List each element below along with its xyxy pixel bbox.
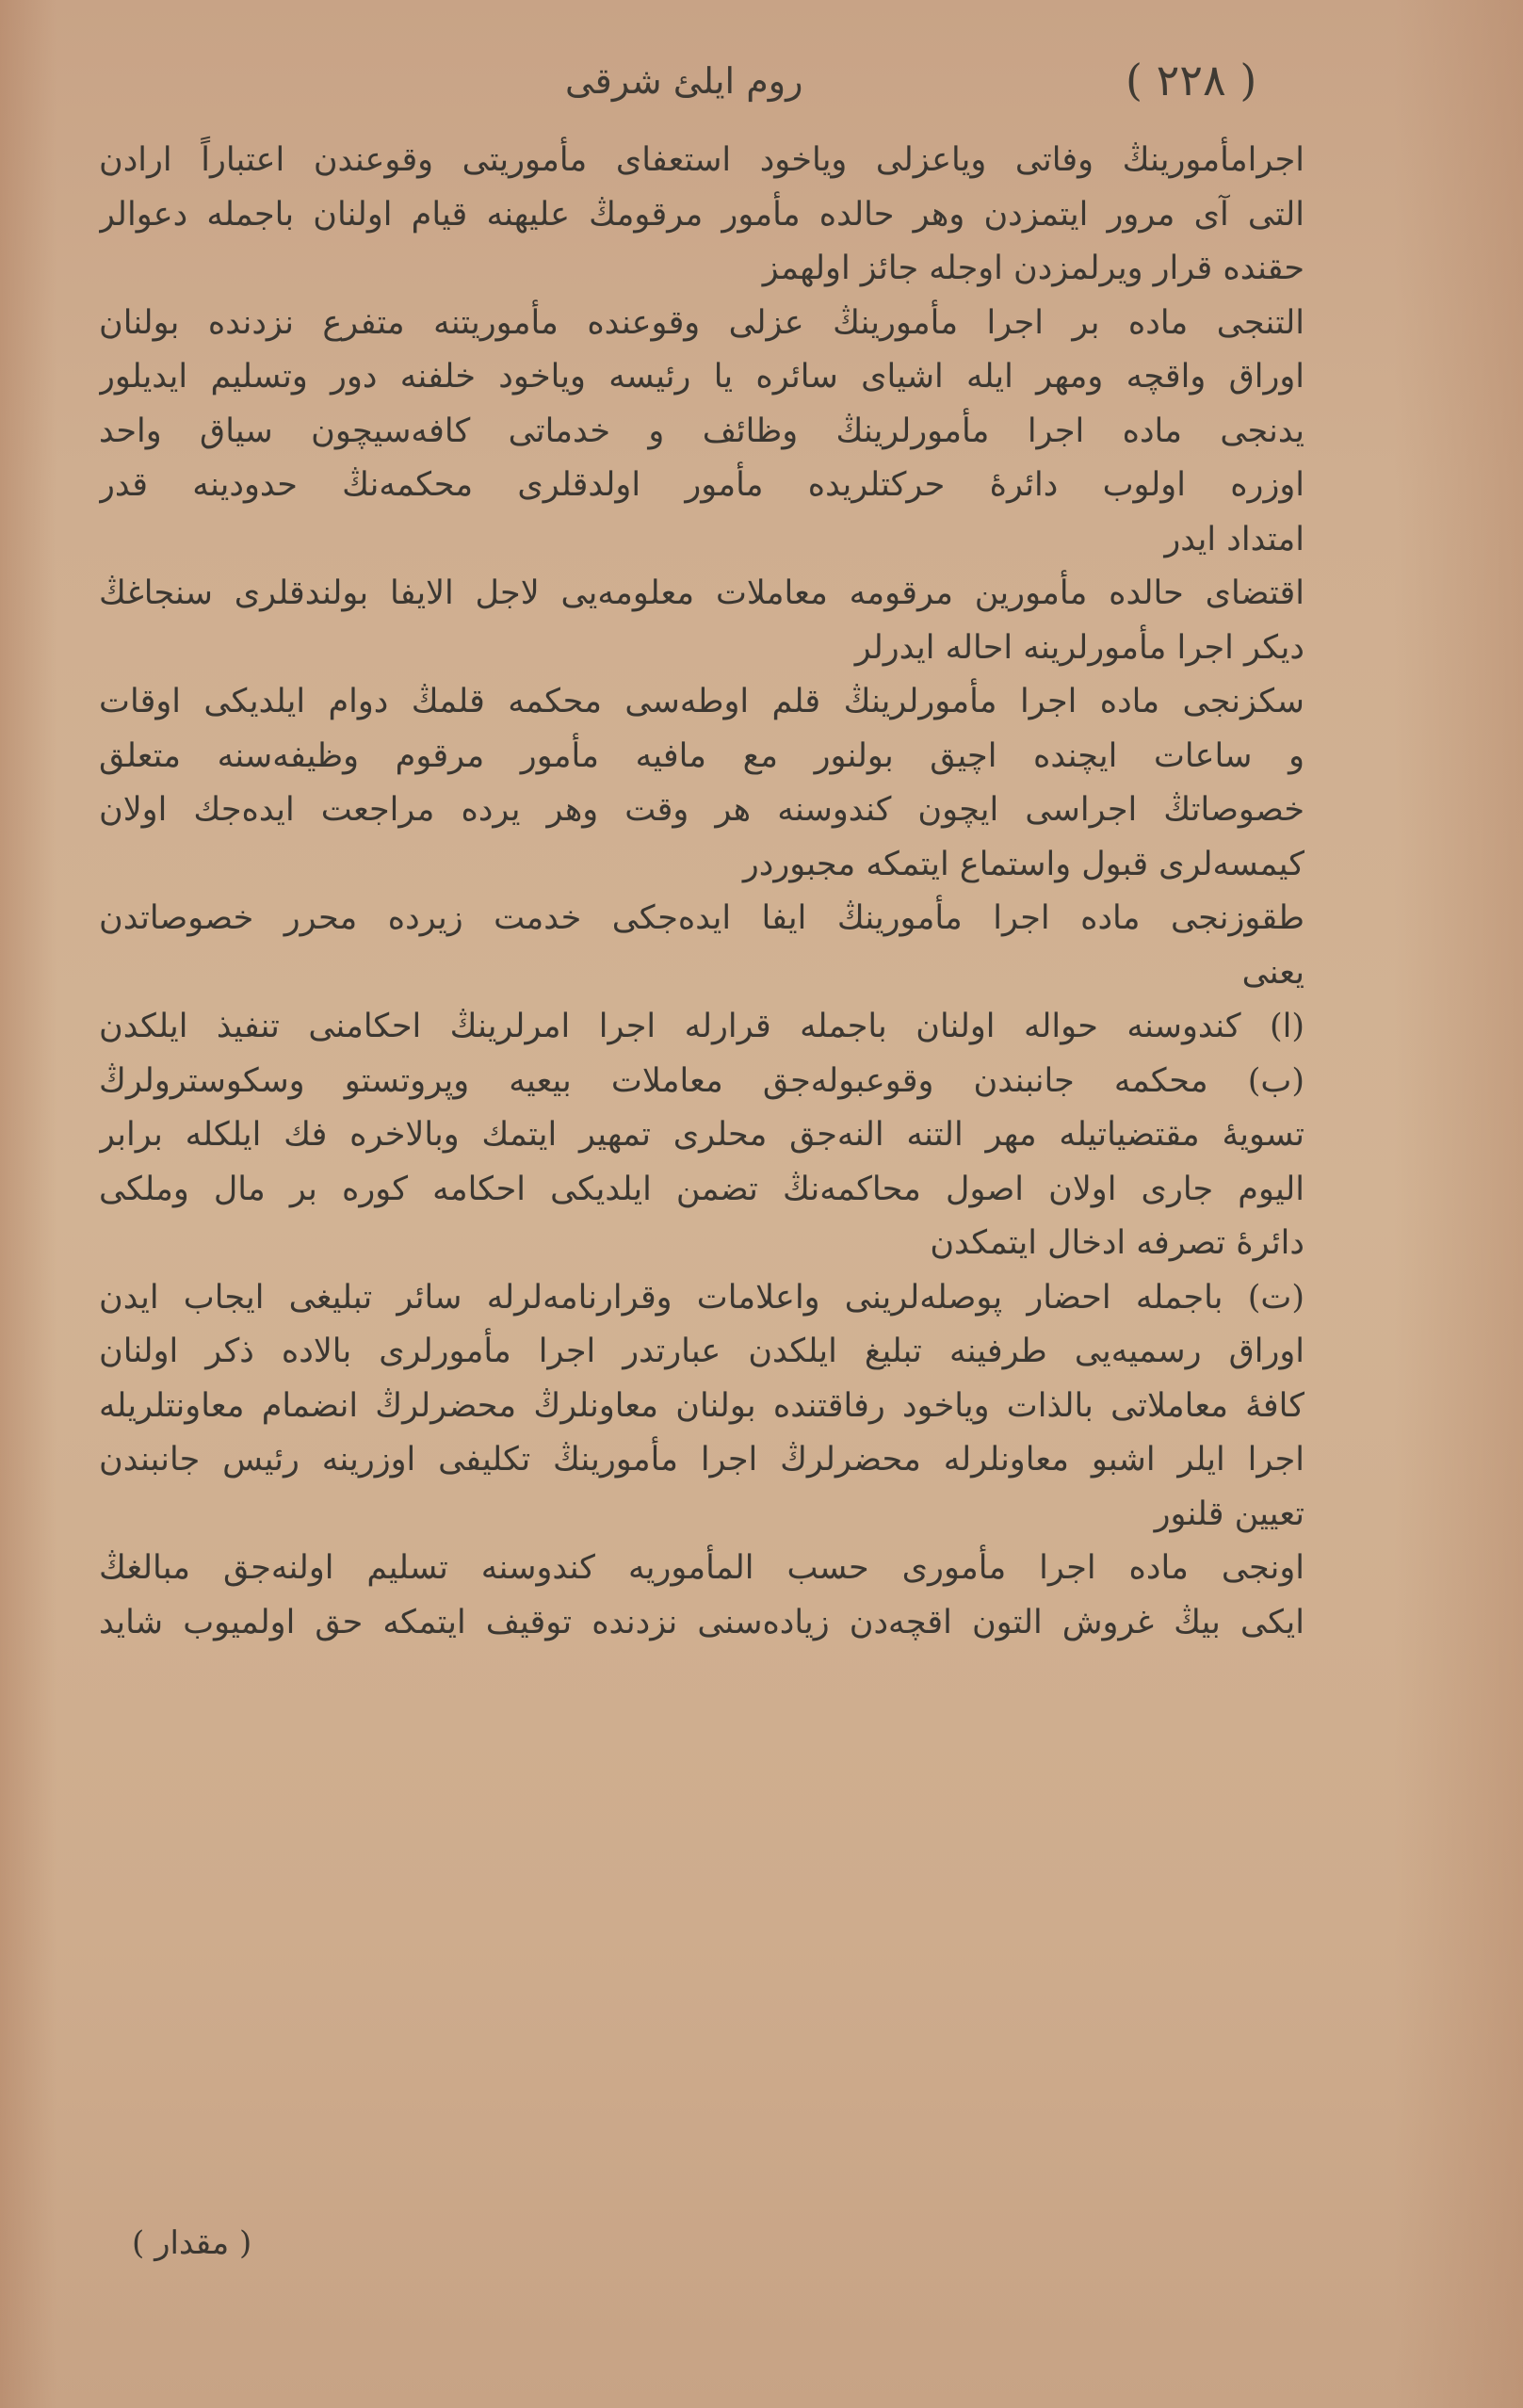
list-item-line: (ا) كندوسنه حواله اولنان باجمله قرارله اجرا امرلرينڭ احكامنى تنفيذ ايلكدن: [99, 1008, 1304, 1045]
article-heading-line: اونجى ماده اجرا مأمورى حسب المأموريه كندوسنه تسليم اولنه‌جق مبالغڭ: [99, 1549, 1304, 1587]
article-heading-line: التنجى ماده بر اجرا مأمورينڭ عزلى وقوعنده مأموريتنه متفرع نزدنده بولنان: [99, 303, 1304, 342]
list-item-line: (ب) محكمه جانبندن وقوعبوله‌جق معاملات بيعيه وپروتستو وسكوسترولرڭ: [99, 1061, 1304, 1100]
text-line: خصوصاتڭ اجراسى ايچون كندوسنه هر وقت وهر يرده مراجعت ايده‌جك اولان: [99, 791, 1304, 829]
page-header: [0, 55, 1523, 130]
text-line: ايكى بيڭ غروش التون اقچه‌دن زياده‌سنى نزدنده توقيف ايتمكه حق اولميوب شايد: [99, 1603, 1304, 1641]
text-line: تسويهٔ مقتضياتيله مهر التنه النه‌جق محلرى تمهير ايتمك وبالاخره فك ايلكله برابر: [99, 1116, 1304, 1154]
text-line: و ساعات ايچنده اچيق بولنور مع مافيه مأمور مرقوم وظيفه‌سنه متعلق: [99, 736, 1304, 775]
text-line: كافهٔ معاملاتى بالذات وياخود رفاقتنده بولنان معاونلرڭ محضرلرڭ انضمام معاونتلريله: [99, 1386, 1304, 1425]
article-heading-line: طقوزنجى ماده اجرا مأمورينڭ ايفا ايده‌جكى خدمت زيرده محرر خصوصاتدن: [99, 899, 1304, 937]
catchword: ( مقدار ): [132, 2224, 252, 2262]
text-line: اجرامأمورينڭ وفاتى وياعزلى وياخود استعفاى مأموريتى وقوعندن اعتباراً ارادن: [99, 141, 1304, 179]
text-line: اوزره اولوب دائرهٔ حركتلريده مأمور اولدقلرى محكمه‌نڭ حدودينه قدر: [99, 466, 1304, 504]
list-item-line: (ت) باجمله احضار پوصله‌لرينى واعلامات وقرارنامه‌لرله سائر تبليغى ايجاب ايدن: [99, 1278, 1304, 1317]
text-line: ديكر اجرا مأمورلرينه احاله ايدرلر: [854, 628, 1304, 667]
text-line: يعنى: [1241, 953, 1304, 992]
text-line: اوراق واقچه ومهر ايله اشياى سائره يا رئيسه وياخود خلفنه دور وتسليم ايديلور: [99, 358, 1304, 396]
text-line: اوراق رسميه‌يى طرفينه تبليغ ايلكدن عبارتدر اجرا مأمورلرى بالاده ذكر اولنان: [99, 1333, 1304, 1370]
text-line: امتداد ايدر: [1164, 520, 1304, 558]
text-line: اليوم جارى اولان اصول محاكمه‌نڭ تضمن ايلديكى احكامه كوره بر مال وملكى: [99, 1170, 1304, 1208]
text-line: اقتضاى حالده مأمورين مرقومه معاملات معلومه‌يى لاجل الايفا بولندقلرى سنجاغڭ: [99, 574, 1304, 612]
page-number: ( ٢٢٨ ): [1126, 55, 1257, 105]
text-line: دائرهٔ تصرفه ادخال ايتمكدن: [930, 1224, 1304, 1262]
article-heading-line: يدنجى ماده اجرا مأمورلرينڭ وظائف و خدماتى كافه‌سيچون سياق واحد: [99, 412, 1304, 450]
text-line: التى آى مرور ايتمزدن وهر حالده مأمور مرقومڭ عليهنه قيام اولنان باجمله دعوالر: [99, 195, 1304, 234]
text-line: كيمسه‌لرى قبول واستماع ايتمكه مجبوردر: [742, 845, 1304, 883]
text-line: تعيين قلنور: [1154, 1495, 1304, 1533]
body-text: [99, 134, 1304, 1650]
text-line: اجرا ايلر اشبو معاونلرله محضرلرڭ اجرا مأمورينڭ تكليفى اوزرينه رئيس جانبندن: [99, 1441, 1304, 1479]
article-heading-line: سكزنجى ماده اجرا مأمورلرينڭ قلم اوطه‌سى محكمه قلمڭ دوام ايلديكى اوقات: [99, 683, 1304, 720]
running-title: روم ايلئ شرقى: [565, 60, 803, 102]
text-line: حقنده قرار ويرلمزدن اوجله جائز اولهمز: [762, 250, 1304, 287]
